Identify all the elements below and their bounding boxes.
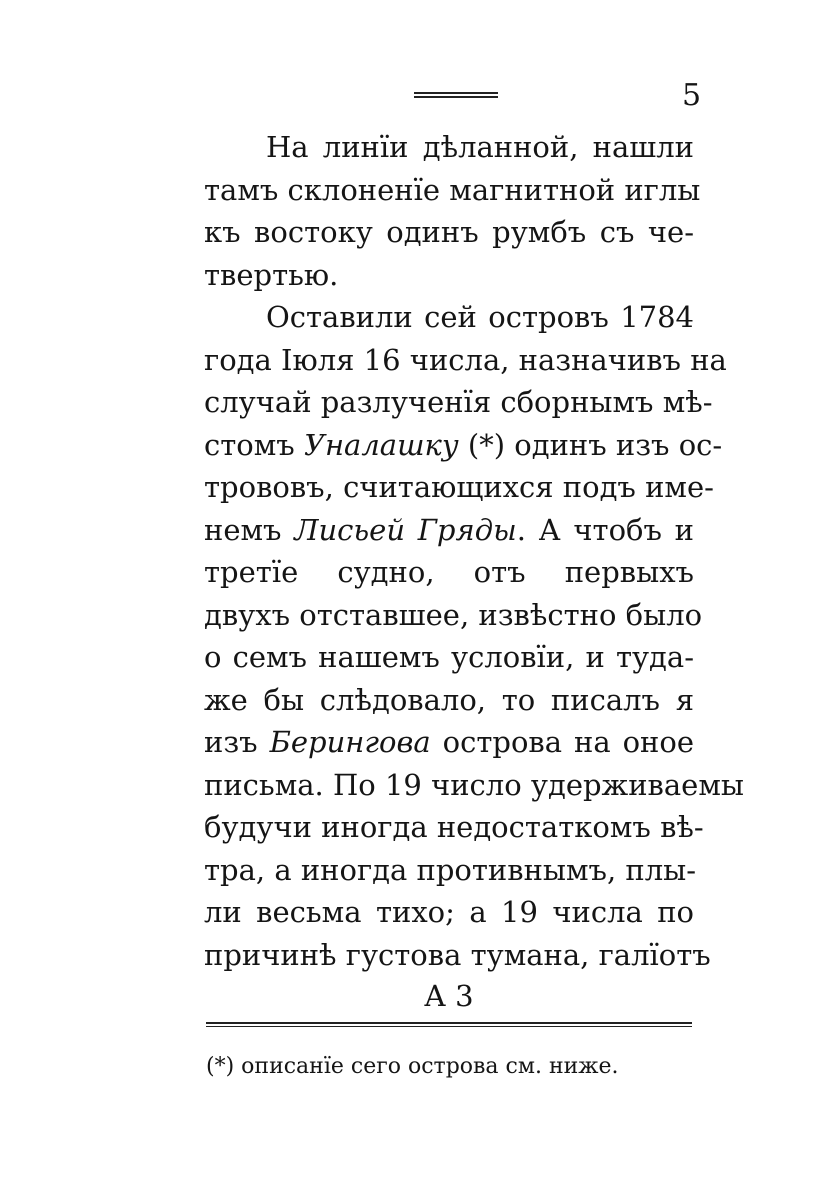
text-line-11: третїе судно, отъ первыхъ: [204, 555, 694, 589]
text-line-15: изъ Берингова острова на оное: [204, 725, 694, 759]
text-line-9: трововъ, считающихся подъ име-: [204, 470, 714, 504]
text-line-20: причинѣ густова тумана, галїотъ: [204, 937, 711, 972]
italic-proper-name: Берингова: [269, 725, 431, 759]
text-line-6: года Iюля 16 числа, назначивъ на: [204, 342, 727, 377]
header-ornament-rule: [414, 92, 498, 100]
footnote: (*) описанїе сего острова см. ниже.: [206, 1054, 619, 1079]
footnote-rule: [206, 1022, 692, 1028]
text-line-10: немъ Лисьей Гряды. А чтобъ и: [204, 512, 695, 547]
text-line-14: же бы слѣдовало, то писалъ я: [204, 682, 694, 717]
text-line-1: На линїи дѣланной, нашли: [266, 130, 694, 164]
signature-mark: А 3: [424, 979, 474, 1013]
text-line-17: будучи иногда недостаткомъ вѣ-: [204, 810, 704, 844]
page-number: 5: [682, 78, 702, 113]
text-line-12: двухъ отставшее, извѣстно было: [204, 597, 703, 632]
body-text: [204, 126, 744, 976]
text-line-4: твертью.: [204, 257, 339, 292]
text-line-8: стомъ Уналашку (*) одинъ изъ ос-: [204, 427, 723, 462]
text-line-5: Оставили сей островъ 1784: [266, 300, 694, 334]
italic-proper-name: Уналашку: [303, 427, 459, 462]
text-line-16: письма. По 19 число удерживаемы: [204, 767, 744, 802]
text-line-2: тамъ склоненїе магнитной иглы: [204, 172, 701, 207]
text-line-19: ли весьма тихо; а 19 числа по: [204, 895, 694, 929]
text-line-3: къ востоку одинъ румбъ съ че-: [204, 215, 694, 249]
text-line-7: случай разлученїя сборнымъ мѣ-: [204, 385, 713, 419]
text-line-18: тра, а иногда противнымъ, плы-: [204, 852, 697, 887]
text-line-13: о семъ нашемъ условїи, и туда-: [204, 640, 694, 674]
italic-proper-name: Лисьей Гряды: [294, 512, 517, 547]
